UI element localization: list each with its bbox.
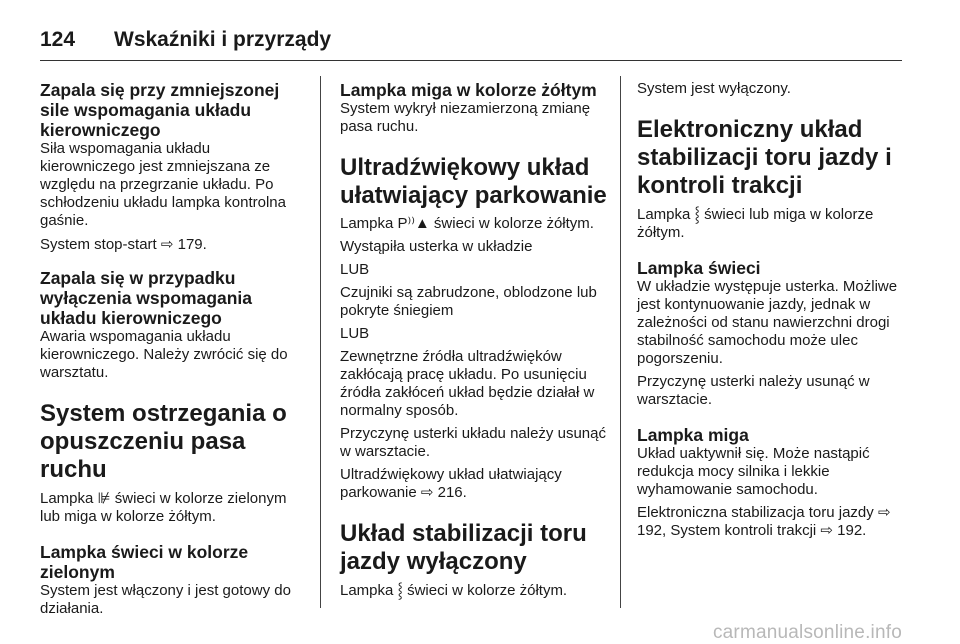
paragraph: W układzie występuje usterka. Możliwe jest kontynuowanie jazdy, jednak w zależności od stanu nawierzchni drogi stabilność samochodu może ulec pogorszeniu. (637, 278, 898, 367)
paragraph: Zewnętrzne źródła ultradźwięków zakłócają pracę układu. Po usunięciu źródła zakłóceń układ będzie działał w normalny sposób. (340, 348, 595, 419)
cross-reference[interactable]: Elektroniczna stabilizacja toru jazdy ⇨ 192, System kontroli trakcji ⇨ 192. (637, 504, 891, 539)
section-heading: Lampka świeci (637, 258, 761, 278)
column-2 (340, 80, 608, 600)
page-title: Wskaźniki i przyrządy (114, 28, 332, 51)
section-heading: Zapala się w przypadku wyłączenia wspomagania układu kierowniczego (40, 268, 253, 328)
paragraph: Lampka ⸾ świeci lub miga w kolorze żółtym. (637, 206, 874, 241)
column-1 (40, 80, 308, 618)
section-heading: Lampka miga w kolorze żółtym (340, 80, 597, 100)
paragraph: System jest włączony i jest gotowy do działania. (40, 582, 291, 617)
cross-reference[interactable]: System stop-start ⇨ 179. (40, 236, 207, 253)
section-heading: Lampka miga (637, 425, 749, 445)
page-header (40, 20, 331, 60)
paragraph: Lampka ⸾ świeci w kolorze żółtym. (340, 582, 568, 599)
paragraph: Przyczynę usterki należy usunąć w warsztacie. (637, 373, 870, 408)
section-heading: Lampka świeci w kolorze zielonym (40, 542, 249, 582)
cross-reference[interactable]: Ultradźwiękowy układ ułatwiający parkowanie ⇨ 216. (340, 466, 562, 501)
watermark: carmanualsonline.info (712, 622, 902, 643)
chapter-heading: Układ stabilizacji toru jazdy wyłączony (340, 520, 587, 575)
column-divider-2 (620, 76, 621, 608)
paragraph: Lampka P⁾⁾▲ świeci w kolorze żółtym. (340, 215, 594, 232)
paragraph: Siła wspomagania układu kierowniczego jest zmniejszana ze względu na przegrzanie układu. Po schłodzeniu układu lampka kontrolna gaśnie. (40, 140, 286, 229)
paragraph: Czujniki są zabrudzone, oblodzone lub pokryte śniegiem (340, 284, 597, 319)
paragraph: LUB (340, 261, 370, 278)
section-heading: Zapala się przy zmniejszonej sile wspomagania układu kierowniczego (40, 80, 280, 140)
paragraph: Przyczynę usterki układu należy usunąć w warsztacie. (340, 425, 606, 460)
header-rule (40, 60, 902, 61)
page-number: 124 (40, 28, 76, 51)
paragraph: Wystąpiła usterka w układzie (340, 238, 533, 255)
paragraph: Lampka ⊯ świeci w kolorze zielonym lub miga w kolorze żółtym. (40, 490, 287, 525)
paragraph: System jest wyłączony. (637, 80, 791, 97)
paragraph: LUB (340, 325, 370, 342)
paragraph: Układ uaktywnił się. Może nastąpić redukcja mocy silnika i lekkie wyhamowanie samochodu. (637, 445, 870, 498)
chapter-heading: Ultradźwiękowy układ ułatwiający parkowanie (340, 154, 607, 209)
chapter-heading: Elektroniczny układ stabilizacji toru jazdy i kontroli trakcji (637, 116, 892, 199)
column-3 (637, 80, 905, 540)
paragraph: System wykrył niezamierzoną zmianę pasa ruchu. (340, 100, 591, 135)
paragraph: Awaria wspomagania układu kierowniczego. Należy zwrócić się do warsztatu. (40, 328, 288, 381)
chapter-heading: System ostrzegania o opuszczeniu pasa ruchu (40, 400, 287, 483)
column-divider-1 (320, 76, 321, 608)
